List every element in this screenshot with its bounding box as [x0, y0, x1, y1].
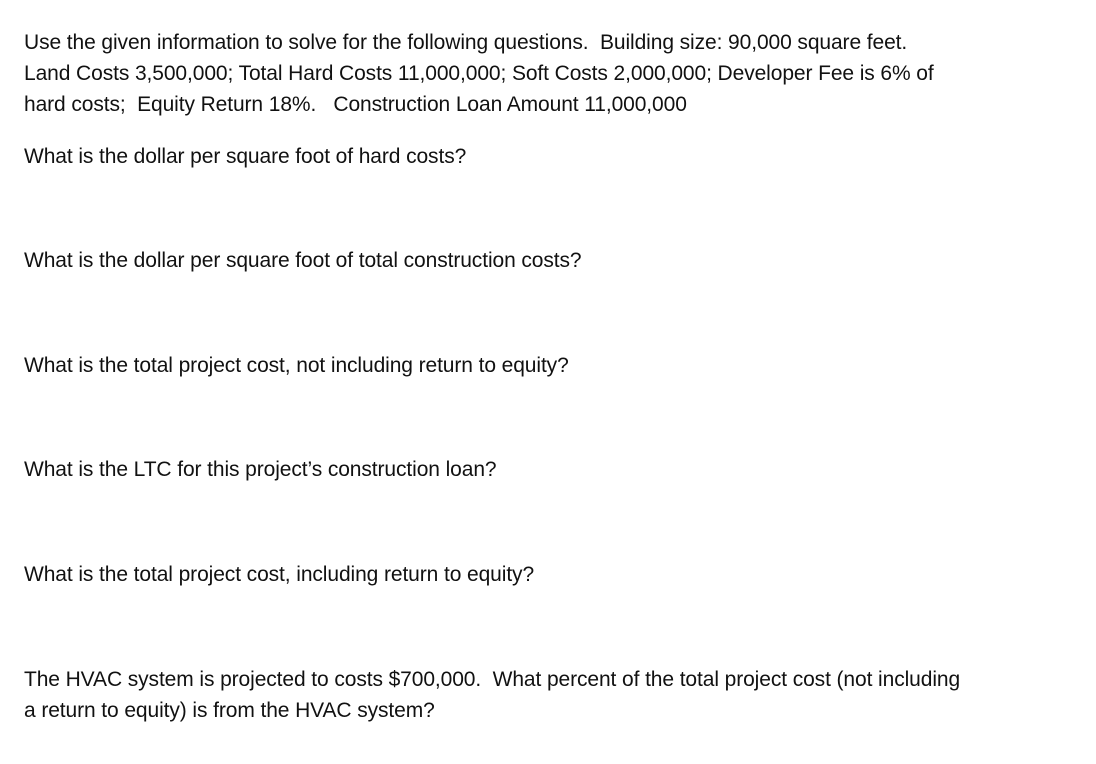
- question-text: What is the total project cost, not including return to equity?: [24, 354, 569, 377]
- question-total-construction-cost-per-sqft: [24, 245, 582, 276]
- question-total-project-cost-excluding-equity: [24, 350, 569, 381]
- question-text: What is the dollar per square foot of hard costs?: [24, 145, 467, 168]
- question-hvac-percent: [24, 664, 960, 726]
- question-total-project-cost-including-equity: [24, 559, 534, 590]
- question-hard-cost-per-sqft: [24, 141, 466, 172]
- question-loan-to-cost: [24, 454, 496, 485]
- problem-statement-line: Land Costs 3,500,000; Total Hard Costs 11,000,000; Soft Costs 2,000,000; Developer Fee is 6% of: [24, 62, 934, 85]
- problem-statement: [24, 27, 934, 120]
- question-text: What is the LTC for this project’s construction loan?: [24, 458, 497, 481]
- problem-statement-line: hard costs; Equity Return 18%. Construction Loan Amount 11,000,000: [24, 93, 687, 116]
- problem-statement-line: Use the given information to solve for the following questions. Building size: 90,000 square feet.: [24, 31, 908, 54]
- question-text: The HVAC system is projected to costs $700,000. What percent of the total project cost (not including: [24, 668, 961, 691]
- question-text: a return to equity) is from the HVAC system?: [24, 699, 435, 722]
- question-text: What is the dollar per square foot of total construction costs?: [24, 249, 582, 272]
- question-text: What is the total project cost, including return to equity?: [24, 563, 535, 586]
